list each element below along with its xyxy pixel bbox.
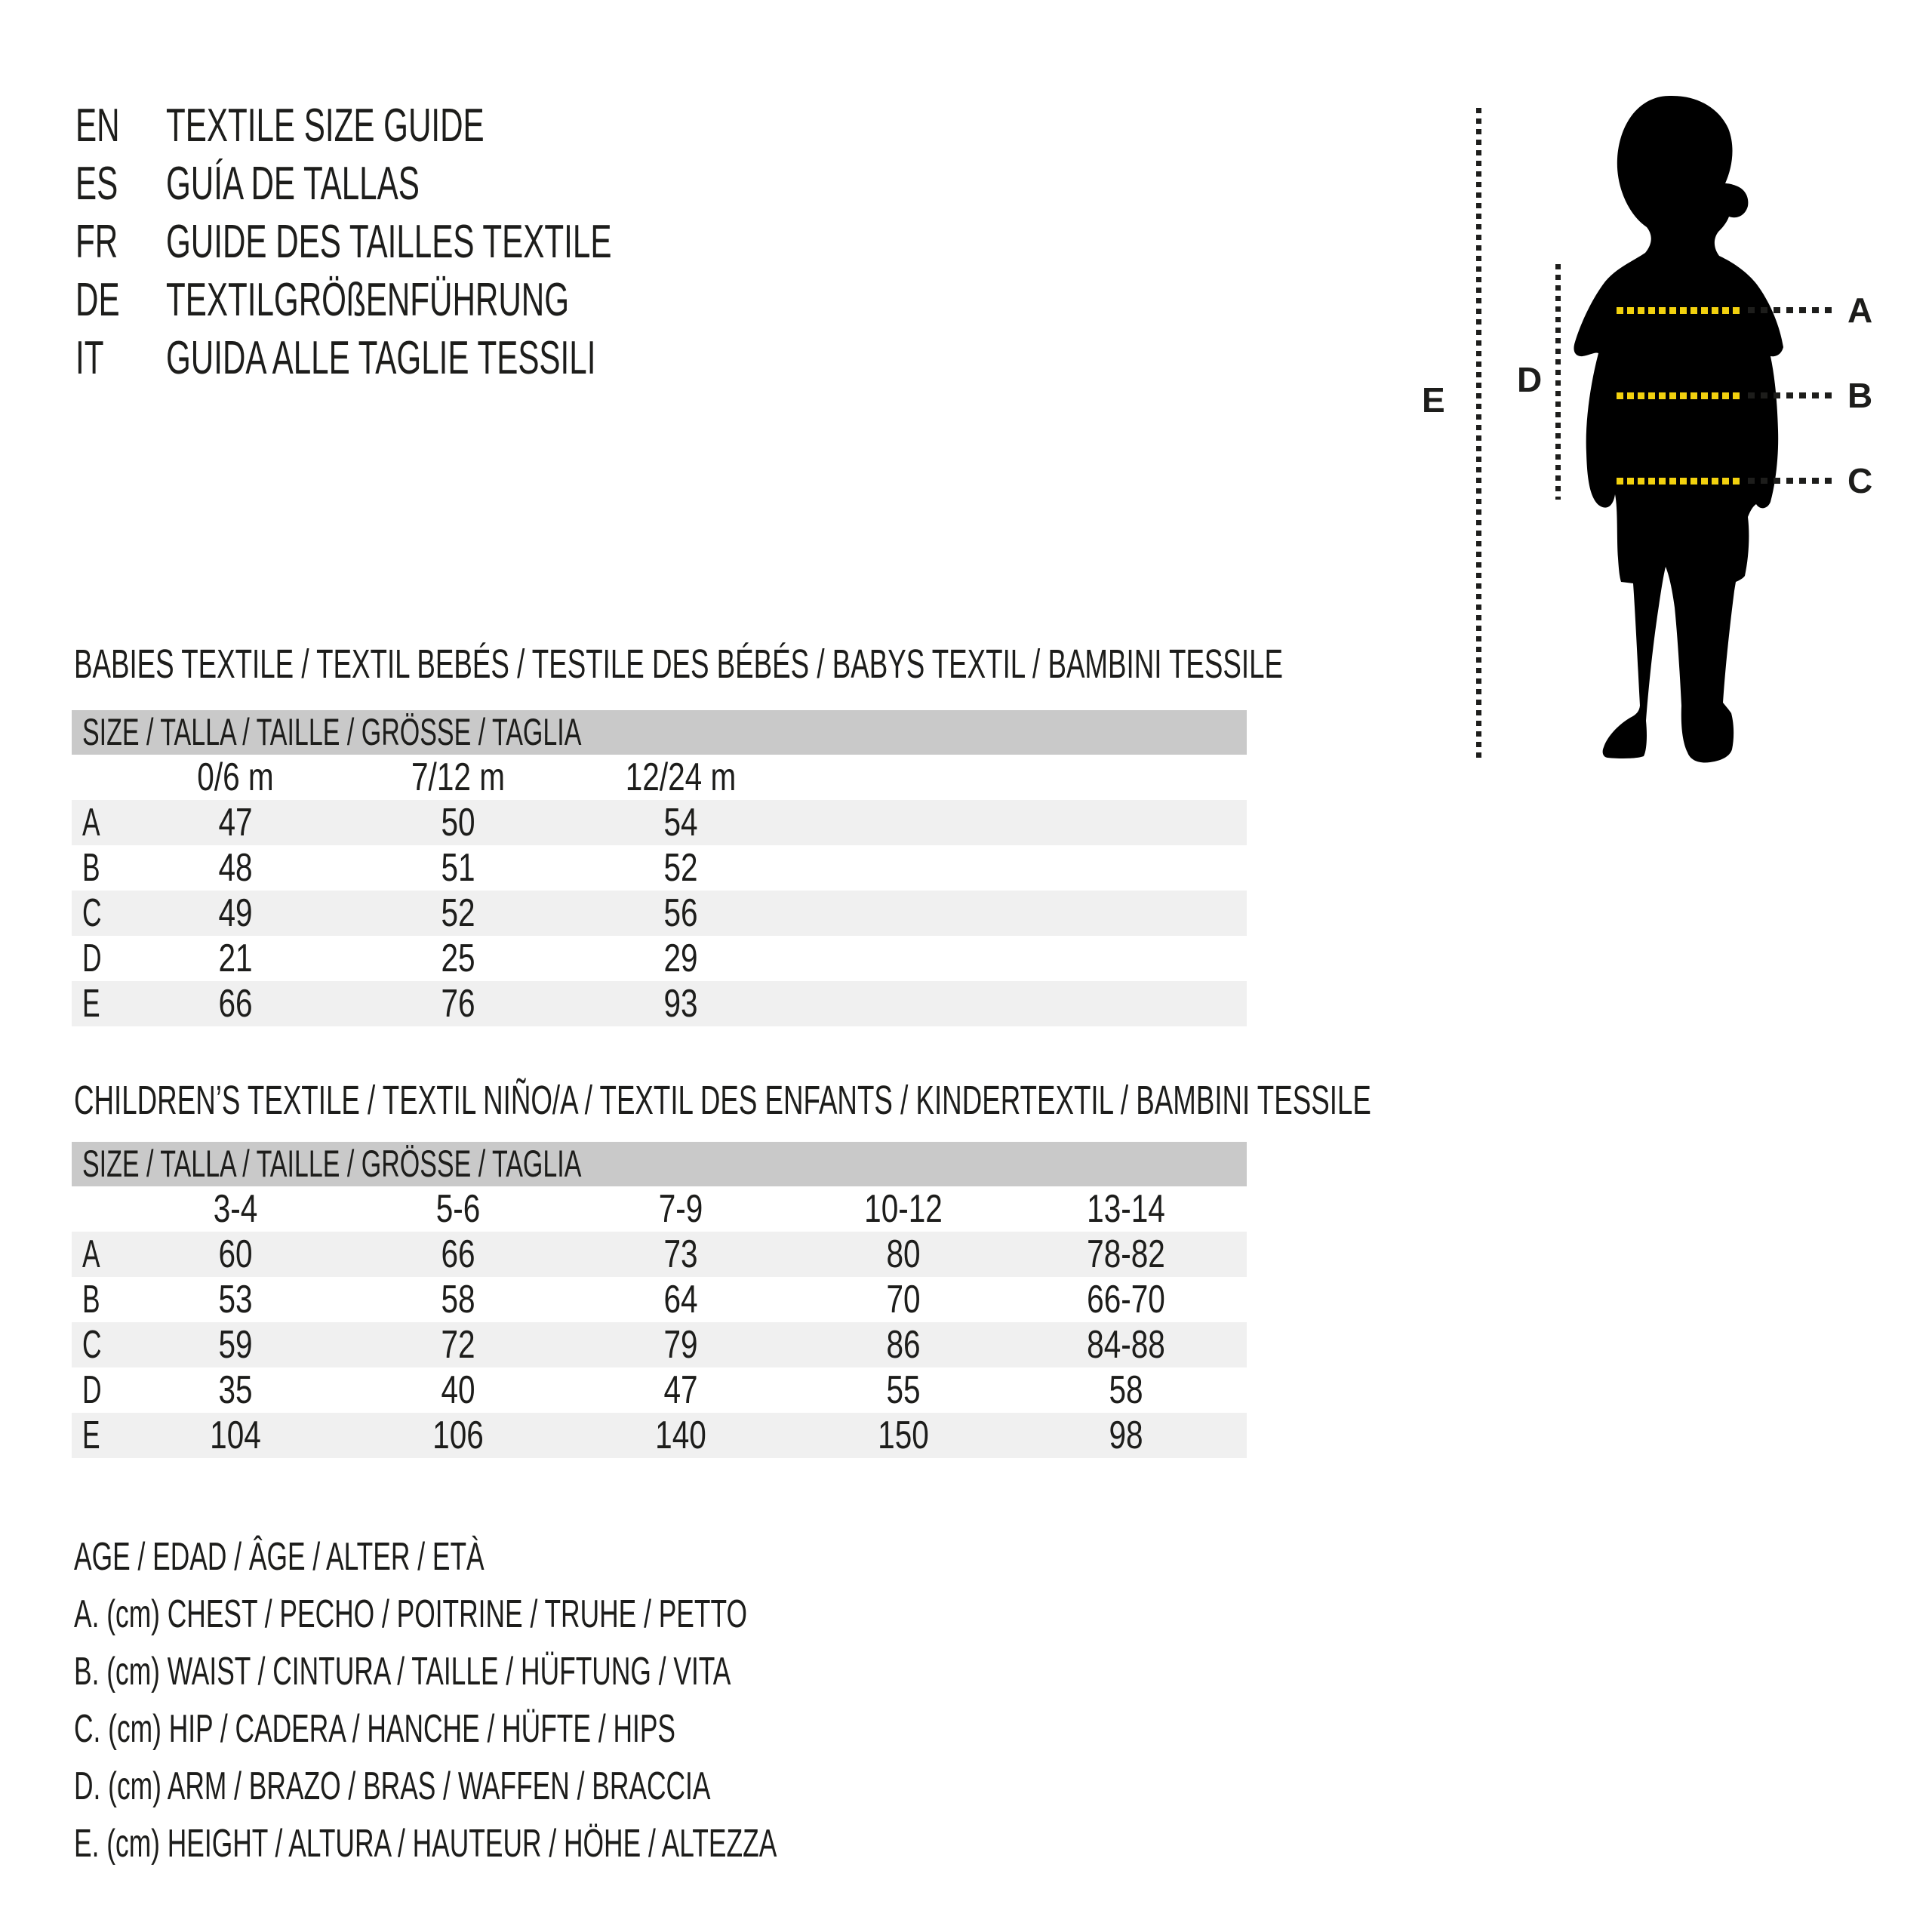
cell-value: 104 [210, 1414, 261, 1457]
cell-value: 35 [218, 1368, 253, 1412]
table-row [72, 1413, 1247, 1458]
cell-value: 25 [441, 937, 475, 980]
table-row [72, 1277, 1247, 1322]
legend-text: B. (cm) WAIST / CINTURA / TAILLE / HÜFTUNG / VITA [74, 1650, 731, 1694]
guide-title: GUIDE DES TAILLES TEXTILE [166, 216, 612, 268]
column-header: 7/12 m [411, 755, 506, 799]
cell-value: 50 [441, 801, 475, 844]
header-row-it [0, 329, 1132, 387]
waist-black-dash-B [1748, 392, 1835, 398]
figure-label-e: E [1422, 380, 1445, 420]
children-section-title-text: CHILDREN’S TEXTILE / TEXTIL NIÑO/A / TEXTIL DES ENFANTS / KINDERTEXTIL / BAMBINI TESSILE [74, 1078, 1371, 1123]
cell-value: 66 [441, 1232, 475, 1276]
babies-size-header-band [72, 710, 1247, 755]
header-row-fr [0, 213, 1132, 271]
column-header: 13-14 [1087, 1187, 1165, 1231]
legend-text: AGE / EDAD / ÂGE / ALTER / ETÀ [74, 1535, 485, 1579]
hip-black-dash-C [1748, 478, 1835, 484]
row-label: B [82, 1278, 100, 1321]
cell-value: 54 [663, 801, 698, 844]
chest-black-dash-A [1748, 307, 1835, 313]
lang-code: ES [75, 158, 118, 210]
row-label: D [82, 937, 102, 980]
cell-value: 70 [886, 1278, 921, 1321]
row-label: E [82, 982, 100, 1026]
cell-value: 58 [1109, 1368, 1143, 1412]
cell-value: 47 [218, 801, 253, 844]
babies-section-title-text: BABIES TEXTILE / TEXTIL BEBÉS / TESTILE DES BÉBÉS / BABYS TEXTIL / BAMBINI TESSILE [74, 641, 1284, 687]
children-column-headers [72, 1186, 1247, 1232]
cell-value: 53 [218, 1278, 253, 1321]
figure-label-d: D [1517, 360, 1543, 399]
table-row [72, 981, 1247, 1026]
legend-text: C. (cm) HIP / CADERA / HANCHE / HÜFTE / HIPS [74, 1707, 676, 1751]
cell-value: 58 [441, 1278, 475, 1321]
cell-value: 80 [886, 1232, 921, 1276]
column-header: 3-4 [213, 1187, 258, 1231]
size-header-text: SIZE / TALLA / TAILLE / GRÖSSE / TAGLIA [82, 711, 582, 753]
cell-value: 52 [663, 846, 698, 890]
figure-label-a: A [1847, 291, 1873, 330]
legend-text: E. (cm) HEIGHT / ALTURA / HAUTEUR / HÖHE / ALTEZZA [74, 1822, 777, 1866]
figure-label-b: B [1847, 376, 1873, 415]
table-row [72, 845, 1247, 891]
guide-title: GUIDA ALLE TAGLIE TESSILI [166, 332, 596, 384]
babies-size-table [72, 710, 1247, 1026]
lang-code: EN [75, 100, 120, 152]
cell-value: 60 [218, 1232, 253, 1276]
legend-line-height [74, 1815, 1108, 1872]
guide-title: TEXTILGRÖßENFÜHRUNG [166, 274, 570, 326]
cell-value: 66-70 [1087, 1278, 1165, 1321]
figure-label-c: C [1847, 461, 1873, 500]
cell-value: 150 [878, 1414, 929, 1457]
guide-title: GUÍA DE TALLAS [166, 158, 420, 210]
row-label: B [82, 846, 100, 890]
hip-yellow-dash-C [1617, 478, 1743, 485]
babies-column-headers [72, 755, 1247, 800]
cell-value: 73 [663, 1232, 698, 1276]
cell-value: 140 [655, 1414, 706, 1457]
cell-value: 98 [1109, 1414, 1143, 1457]
waist-yellow-dash-B [1617, 392, 1743, 399]
column-header: 12/24 m [625, 755, 737, 799]
chest-yellow-dash-A [1617, 307, 1743, 314]
cell-value: 47 [663, 1368, 698, 1412]
cell-value: 84-88 [1087, 1323, 1165, 1367]
legend-line-waist [74, 1643, 1040, 1700]
row-label: C [82, 1323, 102, 1367]
column-header: 10-12 [864, 1187, 943, 1231]
cell-value: 79 [663, 1323, 698, 1367]
cell-value: 72 [441, 1323, 475, 1367]
cell-value: 106 [432, 1414, 484, 1457]
children-section-title [74, 1078, 1932, 1123]
cell-value: 51 [441, 846, 475, 890]
cell-value: 40 [441, 1368, 475, 1412]
lang-code: IT [75, 332, 104, 384]
guide-title: TEXTILE SIZE GUIDE [166, 100, 485, 152]
cell-value: 76 [441, 982, 475, 1026]
row-label: A [82, 801, 100, 844]
table-row [72, 1367, 1247, 1413]
row-label: E [82, 1414, 100, 1457]
legend-line-chest [74, 1586, 1064, 1643]
cell-value: 93 [663, 982, 698, 1026]
legend-text: D. (cm) ARM / BRAZO / BRAS / WAFFEN / BRACCIA [74, 1764, 711, 1808]
lang-code: DE [75, 274, 120, 326]
arm-dotted-line-D [1555, 264, 1561, 500]
cell-value: 78-82 [1087, 1232, 1165, 1276]
cell-value: 21 [218, 937, 253, 980]
cell-value: 52 [441, 891, 475, 935]
column-header: 5-6 [435, 1187, 481, 1231]
column-header: 7-9 [658, 1187, 703, 1231]
header-row-de [0, 271, 1132, 329]
column-header: 0/6 m [197, 755, 274, 799]
row-label: A [82, 1232, 100, 1276]
children-size-table [72, 1142, 1247, 1458]
legend-line-hip [74, 1700, 958, 1758]
cell-value: 56 [663, 891, 698, 935]
legend-line-age [74, 1528, 677, 1586]
cell-value: 55 [886, 1368, 921, 1412]
table-row [72, 891, 1247, 936]
row-label: D [82, 1368, 102, 1412]
cell-value: 66 [218, 982, 253, 1026]
cell-value: 59 [218, 1323, 253, 1367]
legend-line-arm [74, 1758, 1010, 1815]
cell-value: 48 [218, 846, 253, 890]
table-row [72, 936, 1247, 981]
cell-value: 29 [663, 937, 698, 980]
cell-value: 49 [218, 891, 253, 935]
legend-text: A. (cm) CHEST / PECHO / POITRINE / TRUHE / PETTO [74, 1592, 747, 1636]
header-row-en [0, 97, 1132, 155]
children-size-header-band [72, 1142, 1247, 1186]
cell-value: 86 [886, 1323, 921, 1367]
size-header-text: SIZE / TALLA / TAILLE / GRÖSSE / TAGLIA [82, 1143, 582, 1185]
table-row [72, 1232, 1247, 1277]
table-row [72, 1322, 1247, 1367]
row-label: C [82, 891, 102, 935]
cell-value: 64 [663, 1278, 698, 1321]
babies-section-title [74, 641, 1852, 687]
lang-code: FR [75, 216, 118, 268]
header-row-es [0, 155, 1132, 213]
table-row [72, 800, 1247, 845]
